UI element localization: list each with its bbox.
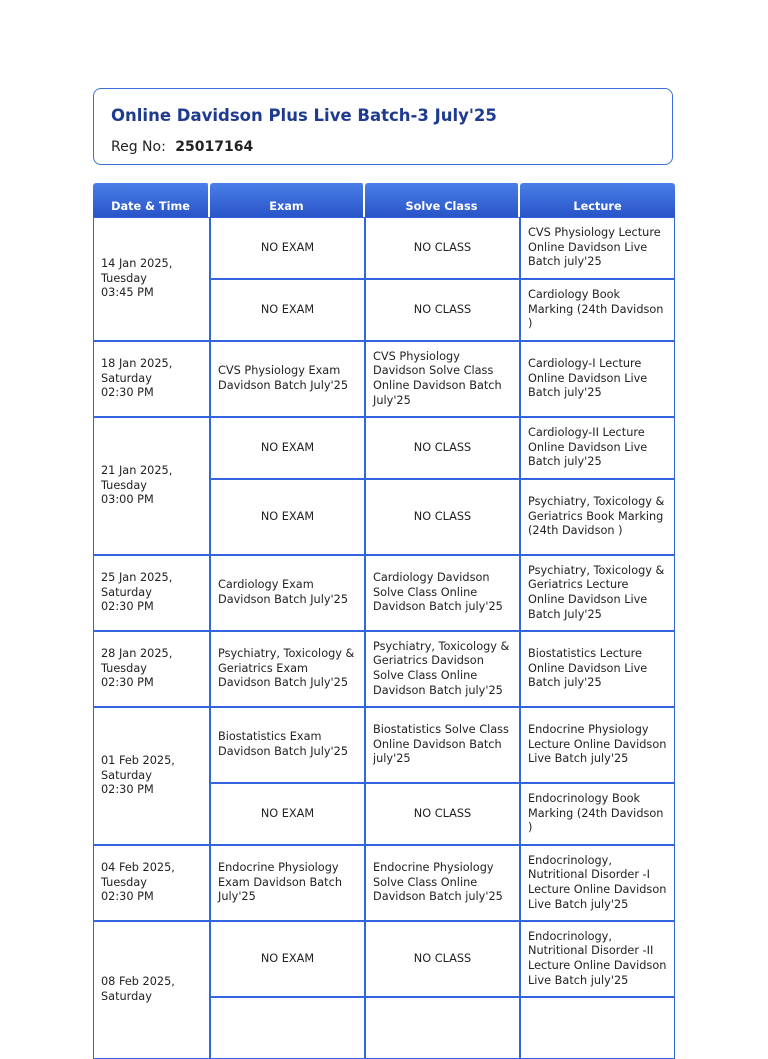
lecture-cell: CVS Physiology Lecture Online Davidson Live Batch july'25 xyxy=(520,217,675,279)
lecture-cell: Cardiology-II Lecture Online Davidson Live Batch july'25 xyxy=(520,417,675,479)
solve-class-cell: Biostatistics Solve Class Online Davidson Batch july'25 xyxy=(365,707,520,783)
exam-cell: Biostatistics Exam Davidson Batch July'25 xyxy=(210,707,365,783)
solve-class-cell: Psychiatry, Toxicology & Geriatrics Davidson Solve Class Online Davidson Batch july'25 xyxy=(365,631,520,707)
date-time-cell xyxy=(93,555,210,631)
table-header-row xyxy=(93,183,675,217)
schedule-table-body xyxy=(93,217,675,1059)
date-time-day: Tuesday xyxy=(101,478,147,492)
solve-class-cell: NO CLASS xyxy=(365,783,520,845)
column-header-date-time: Date & Time xyxy=(93,183,210,217)
date-time-date: 08 Feb 2025, xyxy=(101,975,175,989)
lecture-cell: Cardiology-I Lecture Online Davidson Live Batch july'25 xyxy=(520,341,675,417)
date-time-time: 03:45 PM xyxy=(101,286,154,300)
date-time-time: 03:00 PM xyxy=(101,493,154,507)
column-header-lecture: Lecture xyxy=(520,183,675,217)
date-time-date: 21 Jan 2025, xyxy=(101,464,173,478)
lecture-cell xyxy=(520,997,675,1059)
lecture-cell: Endocrine Physiology Lecture Online Davidson Live Batch july'25 xyxy=(520,707,675,783)
lecture-cell: Endocrinology Book Marking (24th Davidson ) xyxy=(520,783,675,845)
lecture-cell: Endocrinology, Nutritional Disorder -II Lecture Online Davidson Live Batch july'25 xyxy=(520,921,675,997)
date-time-cell xyxy=(93,921,210,1059)
registration-line xyxy=(111,139,253,155)
lecture-cell: Endocrinology, Nutritional Disorder -I Lecture Online Davidson Live Batch july'25 xyxy=(520,845,675,921)
batch-header-card xyxy=(93,88,673,165)
date-time-date: 18 Jan 2025, xyxy=(101,357,173,371)
reg-label: Reg No: xyxy=(111,139,166,155)
date-time-time: 02:30 PM xyxy=(101,890,154,904)
schedule-table-container xyxy=(93,183,675,1003)
date-time-time: 02:30 PM xyxy=(101,676,154,690)
lecture-cell: Psychiatry, Toxicology & Geriatrics Lecture Online Davidson Live Batch July'25 xyxy=(520,555,675,631)
date-time-day: Tuesday xyxy=(101,875,147,889)
date-time-time: 02:30 PM xyxy=(101,600,154,614)
solve-class-cell: CVS Physiology Davidson Solve Class Online Davidson Batch July'25 xyxy=(365,341,520,417)
exam-cell: Psychiatry, Toxicology & Geriatrics Exam Davidson Batch July'25 xyxy=(210,631,365,707)
schedule-table xyxy=(93,183,675,1059)
date-time-date: 01 Feb 2025, xyxy=(101,754,175,768)
batch-title: Online Davidson Plus Live Batch-3 July'25 xyxy=(111,106,497,125)
solve-class-cell: NO CLASS xyxy=(365,921,520,997)
solve-class-cell: NO CLASS xyxy=(365,279,520,341)
table-row xyxy=(93,217,675,279)
exam-cell: Endocrine Physiology Exam Davidson Batch July'25 xyxy=(210,845,365,921)
date-time-day: Saturday xyxy=(101,371,152,385)
date-time-time: 02:30 PM xyxy=(101,783,154,797)
date-time-cell xyxy=(93,341,210,417)
exam-cell: Cardiology Exam Davidson Batch July'25 xyxy=(210,555,365,631)
solve-class-cell xyxy=(365,997,520,1059)
column-header-solve-class: Solve Class xyxy=(365,183,520,217)
solve-class-cell: NO CLASS xyxy=(365,417,520,479)
exam-cell: NO EXAM xyxy=(210,783,365,845)
solve-class-cell: NO CLASS xyxy=(365,217,520,279)
table-row xyxy=(93,707,675,783)
exam-cell: NO EXAM xyxy=(210,921,365,997)
column-header-exam: Exam xyxy=(210,183,365,217)
exam-cell: NO EXAM xyxy=(210,417,365,479)
lecture-cell: Psychiatry, Toxicology & Geriatrics Book Marking (24th Davidson ) xyxy=(520,479,675,555)
date-time-day: Tuesday xyxy=(101,661,147,675)
date-time-day: Saturday xyxy=(101,768,152,782)
date-time-day: Tuesday xyxy=(101,271,147,285)
date-time-time: 02:30 PM xyxy=(101,386,154,400)
exam-cell: CVS Physiology Exam Davidson Batch July'25 xyxy=(210,341,365,417)
exam-cell xyxy=(210,997,365,1059)
exam-cell: NO EXAM xyxy=(210,279,365,341)
solve-class-cell: Cardiology Davidson Solve Class Online Davidson Batch july'25 xyxy=(365,555,520,631)
table-row xyxy=(93,631,675,707)
date-time-cell xyxy=(93,417,210,555)
date-time-cell xyxy=(93,845,210,921)
date-time-day: Saturday xyxy=(101,990,152,1003)
exam-cell: NO EXAM xyxy=(210,217,365,279)
table-row xyxy=(93,845,675,921)
lecture-cell: Biostatistics Lecture Online Davidson Live Batch july'25 xyxy=(520,631,675,707)
date-time-date: 14 Jan 2025, xyxy=(101,257,173,271)
date-time-day: Saturday xyxy=(101,585,152,599)
solve-class-cell: NO CLASS xyxy=(365,479,520,555)
exam-cell: NO EXAM xyxy=(210,479,365,555)
date-time-cell xyxy=(93,707,210,845)
date-time-cell xyxy=(93,217,210,341)
table-row xyxy=(93,555,675,631)
date-time-cell xyxy=(93,631,210,707)
table-row xyxy=(93,921,675,997)
solve-class-cell: Endocrine Physiology Solve Class Online Davidson Batch july'25 xyxy=(365,845,520,921)
table-row xyxy=(93,341,675,417)
date-time-date: 25 Jan 2025, xyxy=(101,571,173,585)
date-time-date: 04 Feb 2025, xyxy=(101,861,175,875)
reg-number: 25017164 xyxy=(175,139,254,155)
table-row xyxy=(93,417,675,479)
date-time-date: 28 Jan 2025, xyxy=(101,647,173,661)
lecture-cell: Cardiology Book Marking (24th Davidson ) xyxy=(520,279,675,341)
